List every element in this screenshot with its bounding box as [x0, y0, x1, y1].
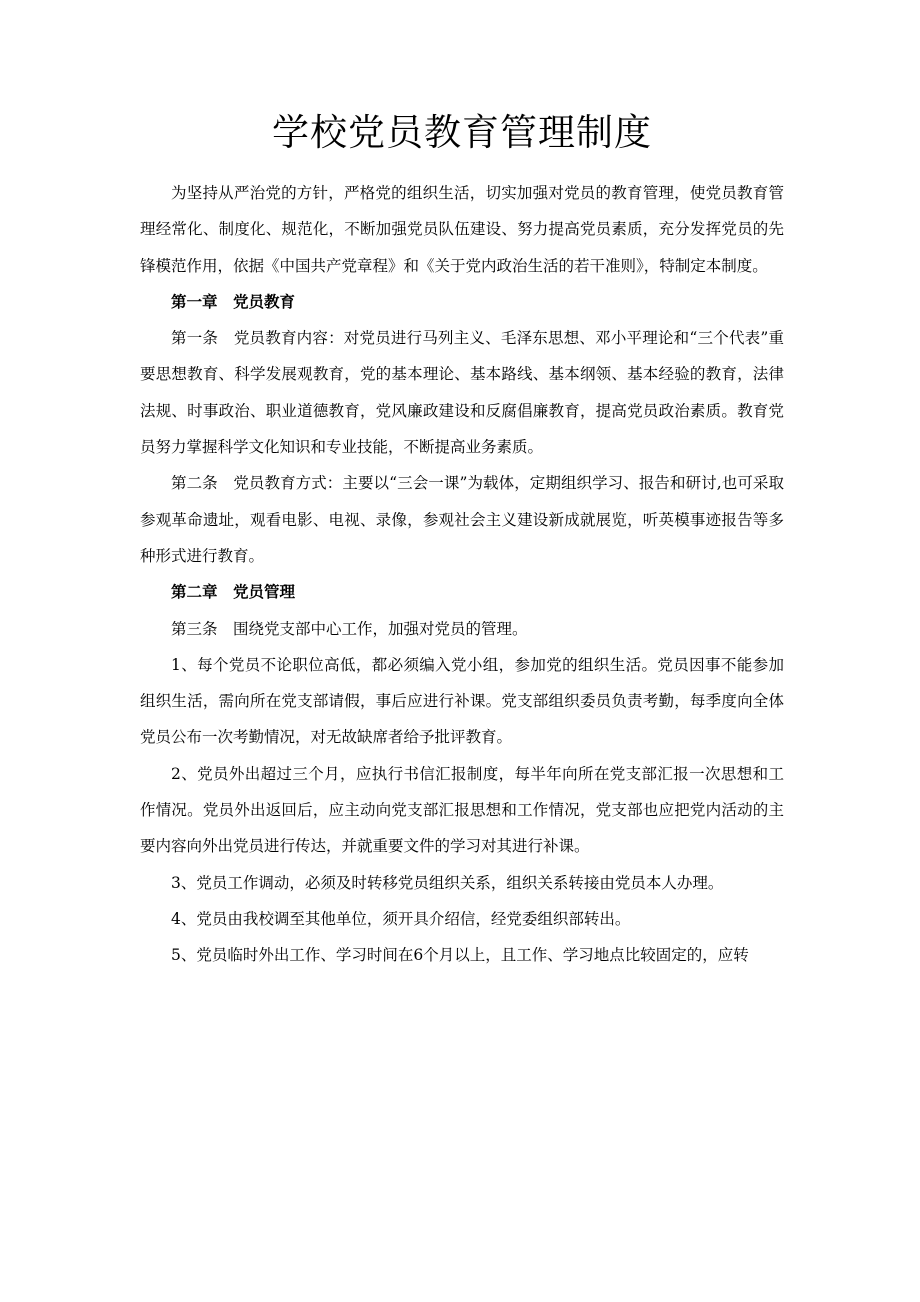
item-5-paragraph: 5、党员临时外出工作、学习时间在6个月以上，且工作、学习地点比较固定的，应转 — [171, 946, 749, 965]
item-1-paragraph: 1、每个党员不论职位高低，都必须编入党小组，参加党的组织生活。党员因事不能参加组织生活，需向所在党支部请假，事后应进行补课。党支部组织委员负责考勤，每季度向全体党员公布一次考勤情况，对无故缺席者给予批评教育。 — [140, 655, 784, 747]
chapter-heading-1: 第一章 党员教育 — [171, 291, 296, 311]
document-title: 学校党员教育管理制度 — [272, 111, 652, 154]
article-2-paragraph: 第二条 党员教育方式：主要以“三会一课”为载体，定期组织学习、报告和研讨,也可采取参观革命遗址，观看电影、电视、录像，参观社会主义建设新成就展览，听英模事迹报告等多种形式进行教育。 — [140, 474, 784, 565]
document-body — [140, 175, 784, 974]
chapter-heading-2: 第二章 党员管理 — [171, 582, 296, 602]
document-page — [140, 0, 784, 1302]
item-3-paragraph: 3、党员工作调动，必须及时转移党员组织关系，组织关系转接由党员本人办理。 — [171, 873, 724, 892]
intro-paragraph: 为坚持从严治党的方针，严格党的组织生活，切实加强对党员的教育管理，使党员教育管理经常化、制度化、规范化，不断加强党员队伍建设、努力提高党员素质，充分发挥党员的先锋模范作用，依据《中国共产党章程》和《关于党内政治生活的若干准则》，特制定本制度。 — [140, 184, 784, 275]
item-4-paragraph: 4、党员由我校调至其他单位，须开具介绍信，经党委组织部转出。 — [171, 909, 631, 928]
article-1-paragraph: 第一条 党员教育内容：对党员进行马列主义、毛泽东思想、邓小平理论和“三个代表”重要思想教育、科学发展观教育，党的基本理论、基本路线、基本纲领、基本经验的教育，法律法规、时事政治、职业道德教育，党风廉政建设和反腐倡廉教育，提高党员政治素质。教育党员努力掌握科学文化知识和专业技能，不断提高业务素质。 — [140, 329, 784, 457]
item-2-paragraph: 2、党员外出超过三个月，应执行书信汇报制度，每半年向所在党支部汇报一次思想和工作情况。党员外出返回后，应主动向党支部汇报思想和工作情况，党支部也应把党内活动的主要内容向外出党员进行传达，并就重要文件的学习对其进行补课。 — [140, 764, 784, 856]
article-3-paragraph: 第三条 围绕党支部中心工作，加强对党员的管理。 — [171, 619, 528, 638]
